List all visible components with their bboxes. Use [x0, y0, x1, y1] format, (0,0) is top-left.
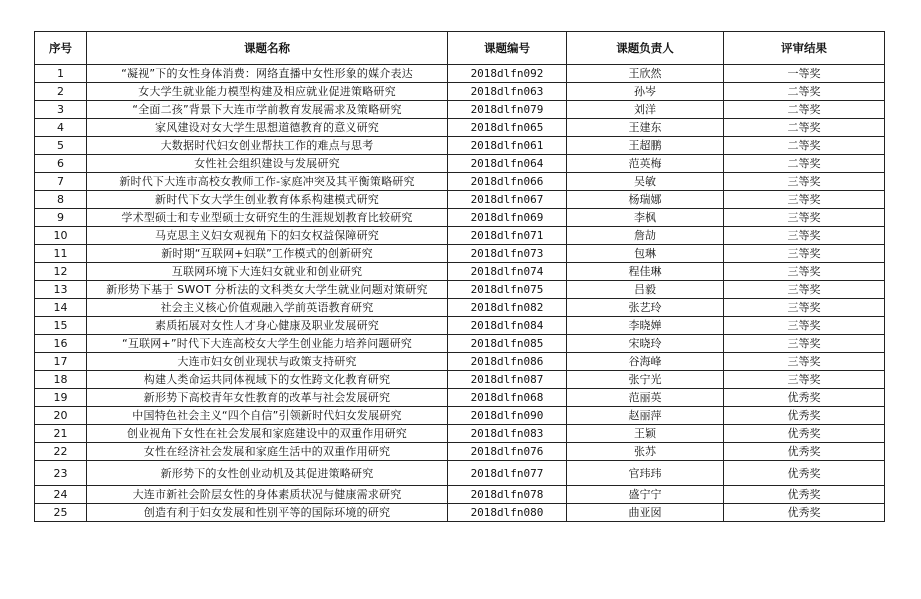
award-result: 优秀奖 — [724, 407, 885, 425]
row-number: 7 — [35, 173, 87, 191]
project-leader: 范丽英 — [567, 389, 724, 407]
award-result: 一等奖 — [724, 65, 885, 83]
table-header-row — [35, 32, 885, 65]
project-title: 构建人类命运共同体视域下的女性跨文化教育研究 — [87, 371, 448, 389]
project-code: 2018dlfn065 — [448, 119, 567, 137]
project-leader: 李晓婵 — [567, 317, 724, 335]
project-leader: 赵丽萍 — [567, 407, 724, 425]
project-leader: 王超鹏 — [567, 137, 724, 155]
header-title: 课题名称 — [87, 32, 448, 65]
row-number: 16 — [35, 335, 87, 353]
row-number: 19 — [35, 389, 87, 407]
row-number: 3 — [35, 101, 87, 119]
table-row — [35, 299, 885, 317]
project-leader: 官玮玮 — [567, 461, 724, 486]
project-code: 2018dlfn073 — [448, 245, 567, 263]
row-number: 15 — [35, 317, 87, 335]
row-number: 8 — [35, 191, 87, 209]
table-row — [35, 443, 885, 461]
project-title: “互联网+”时代下大连高校女大学生创业能力培养问题研究 — [87, 335, 448, 353]
project-title: 女性在经济社会发展和家庭生活中的双重作用研究 — [87, 443, 448, 461]
header-code: 课题编号 — [448, 32, 567, 65]
row-number: 11 — [35, 245, 87, 263]
project-leader: 谷海峰 — [567, 353, 724, 371]
table-row — [35, 119, 885, 137]
table-row — [35, 155, 885, 173]
table-row — [35, 504, 885, 522]
award-result: 三等奖 — [724, 335, 885, 353]
table-row — [35, 407, 885, 425]
award-result: 优秀奖 — [724, 389, 885, 407]
project-code: 2018dlfn075 — [448, 281, 567, 299]
project-code: 2018dlfn069 — [448, 209, 567, 227]
project-code: 2018dlfn066 — [448, 173, 567, 191]
project-leader: 张艺玲 — [567, 299, 724, 317]
award-result: 三等奖 — [724, 209, 885, 227]
project-title: 大连市新社会阶层女性的身体素质状况与健康需求研究 — [87, 486, 448, 504]
project-title: 大数据时代妇女创业帮扶工作的难点与思考 — [87, 137, 448, 155]
project-code: 2018dlfn068 — [448, 389, 567, 407]
table-row — [35, 101, 885, 119]
project-leader: 包琳 — [567, 245, 724, 263]
project-title: 互联网环境下大连妇女就业和创业研究 — [87, 263, 448, 281]
project-code: 2018dlfn074 — [448, 263, 567, 281]
row-number: 22 — [35, 443, 87, 461]
award-result: 优秀奖 — [724, 443, 885, 461]
project-code: 2018dlfn071 — [448, 227, 567, 245]
project-code: 2018dlfn082 — [448, 299, 567, 317]
project-title: 新时代下大连市高校女教师工作-家庭冲突及其平衡策略研究 — [87, 173, 448, 191]
header-result: 评审结果 — [724, 32, 885, 65]
table-row — [35, 137, 885, 155]
project-code: 2018dlfn087 — [448, 371, 567, 389]
table-body — [35, 65, 885, 522]
project-title: 马克思主义妇女观视角下的妇女权益保障研究 — [87, 227, 448, 245]
project-leader: 宋晓玲 — [567, 335, 724, 353]
award-result: 优秀奖 — [724, 425, 885, 443]
project-code: 2018dlfn077 — [448, 461, 567, 486]
project-title: 中国特色社会主义“四个自信”引领新时代妇女发展研究 — [87, 407, 448, 425]
award-result: 三等奖 — [724, 263, 885, 281]
project-code: 2018dlfn092 — [448, 65, 567, 83]
project-leader: 王欣然 — [567, 65, 724, 83]
award-result: 优秀奖 — [724, 486, 885, 504]
row-number: 12 — [35, 263, 87, 281]
award-result: 二等奖 — [724, 137, 885, 155]
table-row — [35, 263, 885, 281]
project-title: 社会主义核心价值观融入学前英语教育研究 — [87, 299, 448, 317]
project-code: 2018dlfn079 — [448, 101, 567, 119]
award-result: 二等奖 — [724, 101, 885, 119]
award-result: 三等奖 — [724, 299, 885, 317]
project-title: 大连市妇女创业现状与政策支持研究 — [87, 353, 448, 371]
project-leader: 盛宁宁 — [567, 486, 724, 504]
project-leader: 吕毅 — [567, 281, 724, 299]
project-title: 新形势下高校青年女性教育的改革与社会发展研究 — [87, 389, 448, 407]
table-row — [35, 227, 885, 245]
table-row — [35, 335, 885, 353]
project-code: 2018dlfn076 — [448, 443, 567, 461]
award-result: 三等奖 — [724, 317, 885, 335]
row-number: 4 — [35, 119, 87, 137]
row-number: 20 — [35, 407, 87, 425]
row-number: 9 — [35, 209, 87, 227]
row-number: 2 — [35, 83, 87, 101]
project-title: 创业视角下女性在社会发展和家庭建设中的双重作用研究 — [87, 425, 448, 443]
table-row — [35, 461, 885, 486]
project-title: 创造有利于妇女发展和性别平等的国际环境的研究 — [87, 504, 448, 522]
project-code: 2018dlfn086 — [448, 353, 567, 371]
project-leader: 吴敏 — [567, 173, 724, 191]
table-row — [35, 209, 885, 227]
project-leader: 范英梅 — [567, 155, 724, 173]
award-result: 优秀奖 — [724, 504, 885, 522]
row-number: 14 — [35, 299, 87, 317]
table-row — [35, 353, 885, 371]
project-leader: 孙岑 — [567, 83, 724, 101]
project-leader: 李枫 — [567, 209, 724, 227]
row-number: 5 — [35, 137, 87, 155]
project-code: 2018dlfn090 — [448, 407, 567, 425]
award-result: 三等奖 — [724, 281, 885, 299]
table-row — [35, 281, 885, 299]
row-number: 24 — [35, 486, 87, 504]
award-result: 二等奖 — [724, 83, 885, 101]
table-row — [35, 389, 885, 407]
row-number: 6 — [35, 155, 87, 173]
header-number: 序号 — [35, 32, 87, 65]
row-number: 21 — [35, 425, 87, 443]
project-title: 新形势下的女性创业动机及其促进策略研究 — [87, 461, 448, 486]
table-row — [35, 371, 885, 389]
table-row — [35, 65, 885, 83]
project-leader: 杨瑞娜 — [567, 191, 724, 209]
project-title: 学术型硕士和专业型硕士女研究生的生涯规划教育比较研究 — [87, 209, 448, 227]
project-code: 2018dlfn061 — [448, 137, 567, 155]
row-number: 23 — [35, 461, 87, 486]
award-result: 优秀奖 — [724, 461, 885, 486]
award-result: 三等奖 — [724, 191, 885, 209]
award-results-table — [34, 31, 885, 522]
table-row — [35, 317, 885, 335]
table-row — [35, 83, 885, 101]
row-number: 18 — [35, 371, 87, 389]
table-row — [35, 425, 885, 443]
row-number: 1 — [35, 65, 87, 83]
project-title: “全面二孩”背景下大连市学前教育发展需求及策略研究 — [87, 101, 448, 119]
project-title: 素质拓展对女性人才身心健康及职业发展研究 — [87, 317, 448, 335]
award-result: 二等奖 — [724, 155, 885, 173]
award-result: 三等奖 — [724, 227, 885, 245]
project-code: 2018dlfn063 — [448, 83, 567, 101]
row-number: 17 — [35, 353, 87, 371]
project-leader: 张苏 — [567, 443, 724, 461]
project-title: 女大学生就业能力模型构建及相应就业促进策略研究 — [87, 83, 448, 101]
project-code: 2018dlfn084 — [448, 317, 567, 335]
row-number: 13 — [35, 281, 87, 299]
project-leader: 王颖 — [567, 425, 724, 443]
project-leader: 詹劼 — [567, 227, 724, 245]
table-row — [35, 191, 885, 209]
project-code: 2018dlfn083 — [448, 425, 567, 443]
table-row — [35, 245, 885, 263]
project-title: 女性社会组织建设与发展研究 — [87, 155, 448, 173]
table-row — [35, 486, 885, 504]
header-leader: 课题负责人 — [567, 32, 724, 65]
award-result: 三等奖 — [724, 371, 885, 389]
project-title: 家风建设对女大学生思想道德教育的意义研究 — [87, 119, 448, 137]
table-row — [35, 173, 885, 191]
row-number: 10 — [35, 227, 87, 245]
award-result: 三等奖 — [724, 173, 885, 191]
award-result: 三等奖 — [724, 245, 885, 263]
project-leader: 王建东 — [567, 119, 724, 137]
award-result: 三等奖 — [724, 353, 885, 371]
project-leader: 刘洋 — [567, 101, 724, 119]
row-number: 25 — [35, 504, 87, 522]
project-code: 2018dlfn080 — [448, 504, 567, 522]
project-code: 2018dlfn078 — [448, 486, 567, 504]
project-leader: 张宁光 — [567, 371, 724, 389]
project-leader: 程佳琳 — [567, 263, 724, 281]
project-title: 新时代下女大学生创业教育体系构建模式研究 — [87, 191, 448, 209]
project-code: 2018dlfn067 — [448, 191, 567, 209]
project-leader: 曲亚囡 — [567, 504, 724, 522]
award-result: 二等奖 — [724, 119, 885, 137]
project-code: 2018dlfn085 — [448, 335, 567, 353]
project-code: 2018dlfn064 — [448, 155, 567, 173]
project-title: 新形势下基于 SWOT 分析法的文科类女大学生就业问题对策研究 — [87, 281, 448, 299]
project-title: “凝视”下的女性身体消费：网络直播中女性形象的媒介表达 — [87, 65, 448, 83]
project-title: 新时期“互联网+妇联”工作模式的创新研究 — [87, 245, 448, 263]
